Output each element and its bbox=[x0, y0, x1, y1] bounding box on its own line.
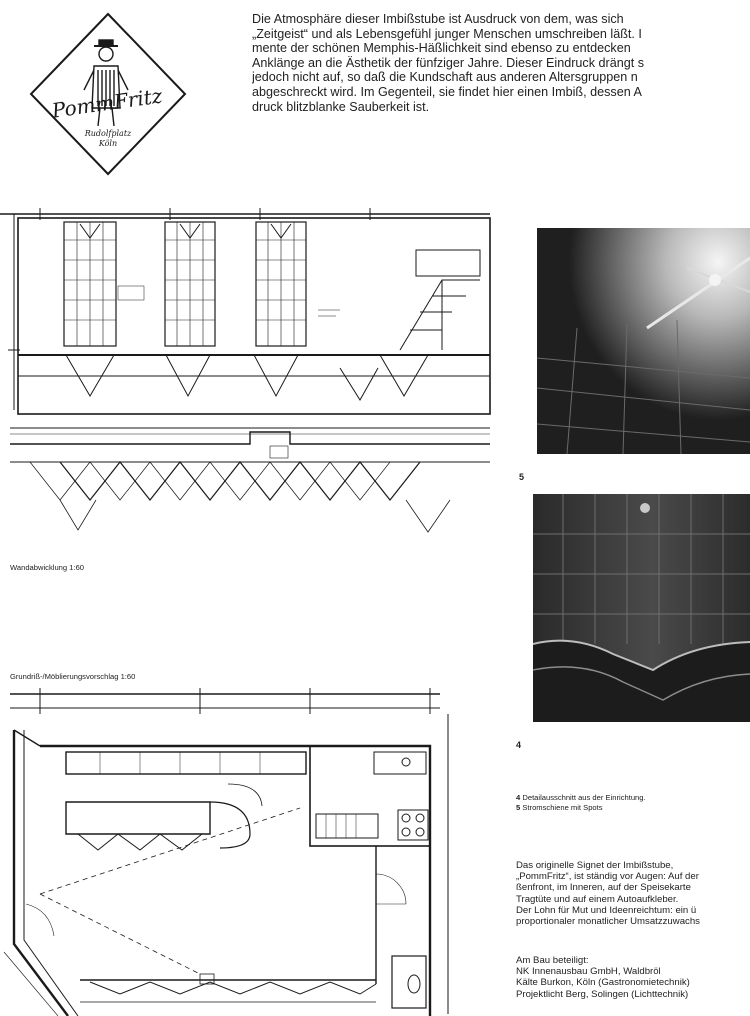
credits-line: Projektlicht Berg, Solingen (Lichttechnik) bbox=[516, 988, 689, 1000]
floorplan-caption: Grundriß-/Möblierungsvorschlag 1:60 bbox=[10, 672, 136, 681]
logo-city: Köln bbox=[98, 139, 118, 148]
intro-line: abgeschreckt wird. Im Gegenteil, sie findet hier einen Imbiß, dessen A bbox=[252, 84, 642, 99]
intro-line: Anklänge an die Ästhetik der fünfziger Jahre. Dieser Eindruck drängt s bbox=[252, 55, 645, 70]
credits-block bbox=[516, 955, 750, 1000]
photo-caption-num: 5 bbox=[516, 803, 521, 812]
body-line: „PommFritz“, ist ständig vor Augen: Auf der bbox=[516, 871, 699, 883]
photo-caption-4 bbox=[516, 793, 646, 803]
credits-line: NK Innenausbau GmbH, Waldbröl bbox=[516, 966, 661, 978]
right-column-text bbox=[516, 860, 750, 927]
body-line: ßenfront, im Inneren, auf der Speisekarte bbox=[516, 882, 691, 894]
intro-line: Die Atmosphäre dieser Imbißstube ist Ausdruck von dem, was sich bbox=[252, 12, 624, 26]
intro-line: druck blitzblanke Sauberkeit ist. bbox=[252, 99, 430, 114]
photo-caption-5 bbox=[516, 803, 646, 813]
photo-power-rail-spots bbox=[537, 228, 750, 454]
credits-line: Kälte Burkon, Köln (Gastronomietechnik) bbox=[516, 977, 690, 989]
floor-plan-drawing bbox=[0, 684, 460, 1016]
elevation-caption: Wandabwicklung 1:60 bbox=[10, 563, 85, 572]
body-line: Tragtüte und auf einem Autoaufkleber. bbox=[516, 893, 679, 905]
body-line: proportionaler monatlicher Umsatzzuwachs bbox=[516, 915, 700, 927]
intro-line: „Zeitgeist“ und als Lebensgefühl junger Menschen umschreiben läßt. I bbox=[252, 26, 642, 41]
wall-elevation-drawing bbox=[0, 200, 500, 545]
logo-script-name: PommFritz bbox=[50, 83, 164, 123]
photo-captions bbox=[516, 793, 646, 813]
body-line: Das originelle Signet der Imbißstube, bbox=[516, 860, 674, 871]
photo-caption-num: 4 bbox=[516, 793, 521, 802]
credits-heading: Am Bau beteiligt: bbox=[516, 955, 589, 966]
photo-caption-text: Detailausschnitt aus der Einrichtung. bbox=[522, 793, 646, 802]
pommfritz-logo bbox=[28, 12, 188, 182]
intro-line: mente der schönen Memphis-Häßlichkeit sind ebenso zu entdecken bbox=[252, 41, 631, 56]
photo-caption-text: Stromschiene mit Spots bbox=[522, 803, 603, 812]
photo-number-top: 5 bbox=[519, 472, 525, 482]
logo-street: Rudolfplatz bbox=[84, 129, 132, 138]
photo-number-bottom: 4 bbox=[516, 740, 522, 750]
intro-line: jedoch nicht auf, so daß die Kundschaft aus anderen Altersgruppen n bbox=[252, 70, 638, 85]
intro-paragraph bbox=[252, 12, 750, 114]
body-line: Der Lohn für Mut und Ideenreichtum: ein ü bbox=[516, 904, 697, 916]
photo-interior-detail bbox=[533, 494, 750, 722]
